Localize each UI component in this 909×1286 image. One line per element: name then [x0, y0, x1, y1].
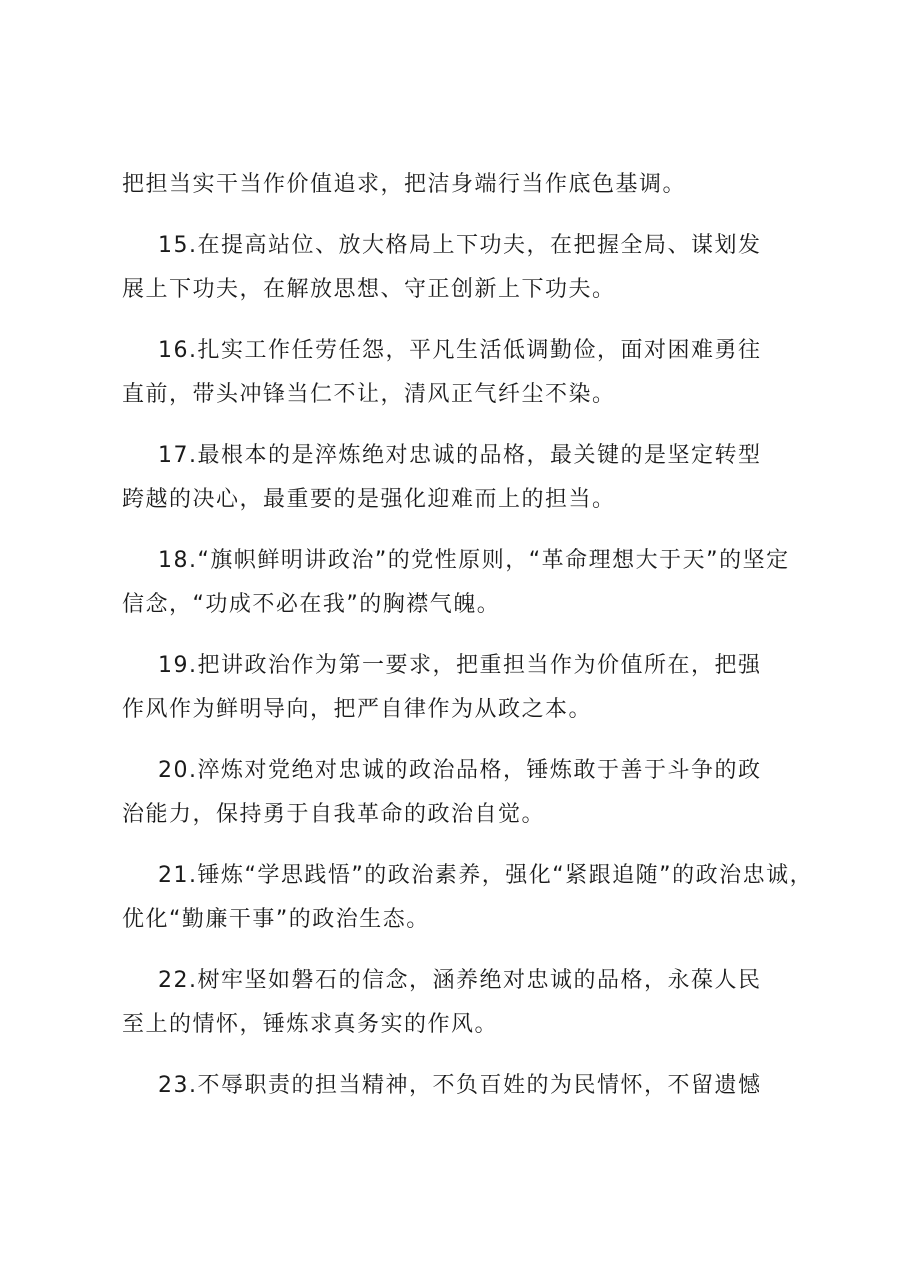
paragraph-line: 18.“旗帜鲜明讲政治”的党性原则，“革命理想大于天”的坚定 [158, 548, 790, 573]
document-body [122, 163, 812, 1125]
paragraph-line: 20.淬炼对党绝对忠诚的政治品格，锤炼敢于善于斗争的政 [158, 758, 762, 783]
paragraph-line: 19.把讲政治作为第一要求，把重担当作为价值所在，把强 [158, 653, 762, 678]
paragraph-line: 至上的情怀，锤炼求真务实的作风。 [122, 1012, 499, 1037]
paragraph-continuation [122, 163, 812, 207]
paragraph-line: 优化“勤廉干事”的政治生态。 [122, 907, 430, 932]
paragraph-item-18 [122, 539, 812, 627]
paragraph-line: 信念，“功成不必在我”的胸襟气魄。 [122, 592, 501, 617]
paragraph-line: 15.在提高站位、放大格局上下功夫，在把握全局、谋划发 [158, 233, 762, 258]
paragraph-line: 跨越的决心，最重要的是强化迎难而上的担当。 [122, 487, 616, 512]
paragraph-line: 21.锤炼“学思践悟”的政治素养，强化“紧跟追随”的政治忠诚， [158, 863, 814, 888]
paragraph-line: 直前，带头冲锋当仁不让，清风正气纤尘不染。 [122, 382, 616, 407]
paragraph-line: 22.树牢坚如磐石的信念，涵养绝对忠诚的品格，永葆人民 [158, 968, 762, 993]
paragraph-item-21 [122, 854, 812, 942]
paragraph-line: 把担当实干当作价值追求，把洁身端行当作底色基调。 [122, 172, 687, 197]
paragraph-item-17 [122, 434, 812, 522]
paragraph-line: 23.不辱职责的担当精神，不负百姓的为民情怀，不留遗憾 [158, 1073, 762, 1098]
paragraph-line: 作风作为鲜明导向，把严自律作为从政之本。 [122, 697, 593, 722]
paragraph-line: 17.最根本的是淬炼绝对忠诚的品格，最关键的是坚定转型 [158, 443, 762, 468]
paragraph-line: 16.扎实工作任劳任怨，平凡生活低调勤俭，面对困难勇往 [158, 338, 762, 363]
paragraph-item-15 [122, 224, 812, 312]
paragraph-item-19 [122, 644, 812, 732]
paragraph-item-16 [122, 329, 812, 417]
paragraph-item-23 [122, 1064, 812, 1108]
paragraph-item-20 [122, 749, 812, 837]
paragraph-line: 展上下功夫，在解放思想、守正创新上下功夫。 [122, 277, 616, 302]
paragraph-item-22 [122, 959, 812, 1047]
paragraph-line: 治能力，保持勇于自我革命的政治自觉。 [122, 802, 546, 827]
